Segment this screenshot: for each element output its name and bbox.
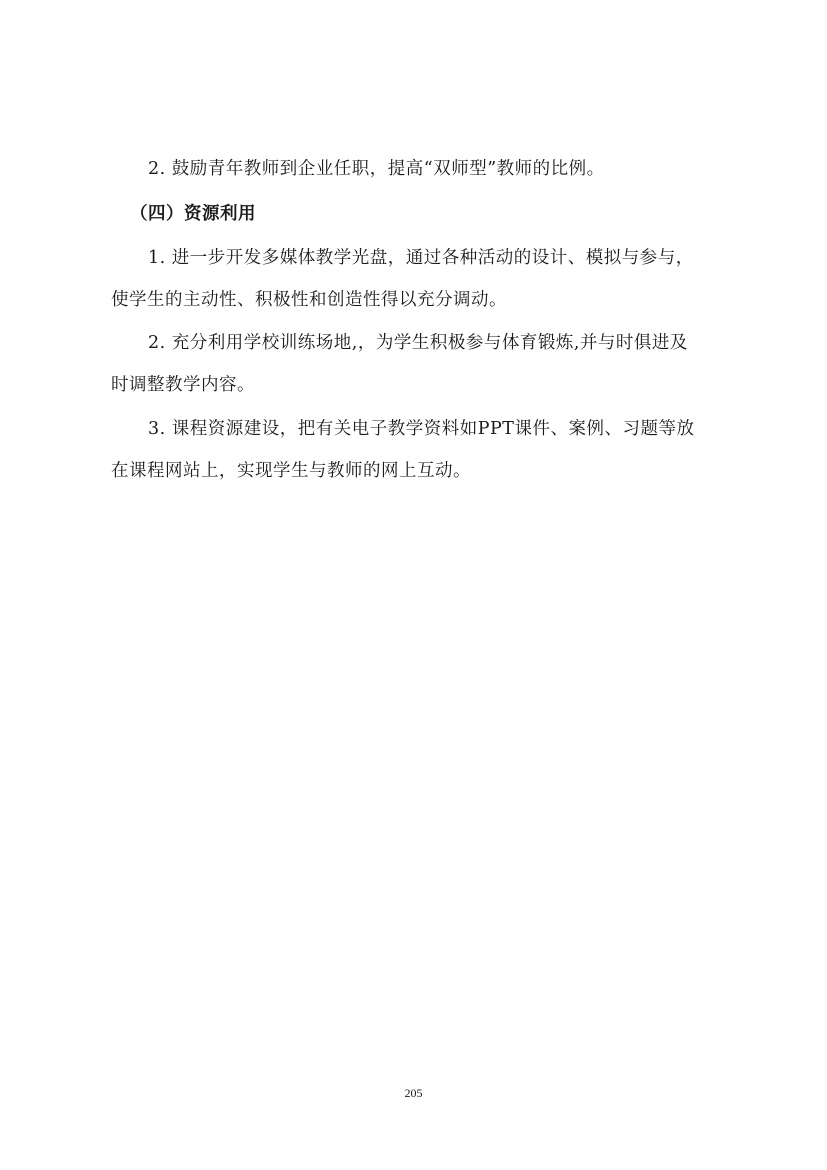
page-number: 205 [404, 1086, 423, 1100]
paragraph-training-ground-line2: 时调整教学内容。 [111, 375, 255, 395]
paragraph-multimedia-line1: 1. 进一步开发多媒体教学光盘，通过各种活动的设计、模拟与参与， [148, 248, 694, 268]
paragraph-multimedia-line2: 使学生的主动性、积极性和创造性得以充分调动。 [111, 290, 507, 310]
section-heading-resource-utilization: （四）资源利用 [130, 204, 256, 224]
paragraph-course-resources-line2: 在课程网站上，实现学生与教师的网上互动。 [111, 461, 471, 481]
paragraph-training-ground-line1: 2. 充分利用学校训练场地,，为学生积极参与体育锻炼,并与时俱进及 [148, 333, 688, 353]
paragraph-teacher-enterprise: 2. 鼓励青年教师到企业任职，提高“双师型”教师的比例。 [148, 159, 605, 179]
paragraph-course-resources-line1: 3. 课程资源建设，把有关电子教学资料如PPT课件、案例、习题等放 [148, 419, 695, 439]
